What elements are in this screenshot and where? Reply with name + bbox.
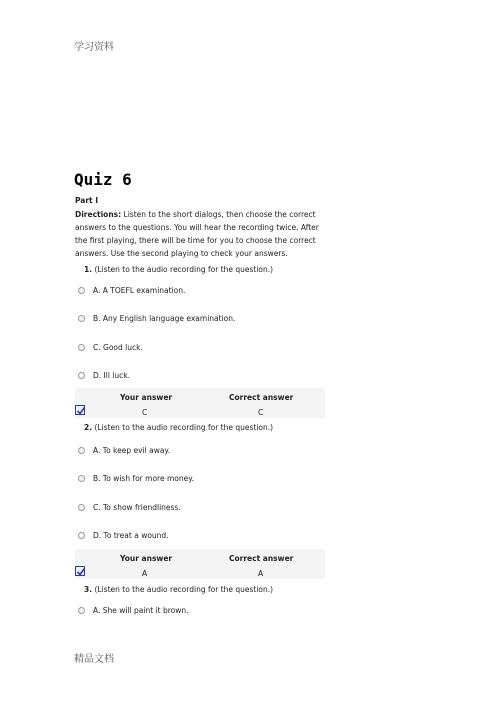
radio-icon[interactable] <box>78 287 85 294</box>
question-1-prompt <box>84 265 273 274</box>
question-text: (Listen to the audio recording for the question.) <box>94 265 274 274</box>
correct-answer-header: Correct answer <box>229 554 294 563</box>
question-3-option-a[interactable] <box>78 606 189 615</box>
option-label: B. Any English language examination. <box>93 314 236 323</box>
option-label: C. Good luck. <box>93 343 143 352</box>
directions-label: Directions: <box>75 210 122 219</box>
option-label: B. To wish for more money. <box>93 474 194 483</box>
radio-icon[interactable] <box>78 447 85 454</box>
question-number: 1. <box>84 265 93 274</box>
radio-icon[interactable] <box>78 504 85 511</box>
directions <box>75 208 325 260</box>
question-text: (Listen to the audio recording for the question.) <box>94 585 274 594</box>
option-label: A. To keep evil away. <box>93 446 171 455</box>
question-number: 2. <box>84 423 93 432</box>
correct-answer-header: Correct answer <box>229 393 294 402</box>
radio-icon[interactable] <box>78 372 85 379</box>
correct-answer-value: A <box>258 569 264 578</box>
page-footer-text: 精品文档 <box>74 654 114 665</box>
option-label: D. To treat a wound. <box>93 531 169 540</box>
question-2-option-a[interactable] <box>78 446 170 455</box>
page-header-text: 学习资料 <box>74 42 114 53</box>
question-1-option-c[interactable] <box>78 343 143 352</box>
option-label: A. A TOEFL examination. <box>93 286 186 295</box>
radio-icon[interactable] <box>78 344 85 351</box>
option-label: D. Ill luck. <box>93 371 130 380</box>
question-2-prompt <box>84 423 273 432</box>
option-label: A. She will paint it brown. <box>93 606 189 615</box>
your-answer-value: A <box>142 569 148 578</box>
checkmark-icon <box>75 566 85 576</box>
your-answer-header: Your answer <box>120 393 173 402</box>
option-label: C. To show friendliness. <box>93 503 181 512</box>
question-number: 3. <box>84 585 93 594</box>
question-2-answer-table <box>75 549 325 579</box>
directions-text: Listen to the short dialogs, then choose the correct answers to the questions. You will hear the recording twice. After the first playing, there will be time for you to choose the correct answers. Use the second playing to check your answers. <box>75 210 319 259</box>
question-1-option-b[interactable] <box>78 314 235 323</box>
question-3-prompt <box>84 585 273 594</box>
your-answer-value: C <box>142 408 148 417</box>
question-1-answer-table <box>75 388 325 418</box>
part-label: Part I <box>75 196 99 205</box>
correct-answer-value: C <box>258 408 264 417</box>
question-2-option-d[interactable] <box>78 531 169 540</box>
radio-icon[interactable] <box>78 475 85 482</box>
question-1-option-a[interactable] <box>78 286 185 295</box>
question-2-option-c[interactable] <box>78 503 181 512</box>
radio-icon[interactable] <box>78 532 85 539</box>
radio-icon[interactable] <box>78 315 85 322</box>
question-2-option-b[interactable] <box>78 474 194 483</box>
your-answer-header: Your answer <box>120 554 173 563</box>
question-1-option-d[interactable] <box>78 371 130 380</box>
checkmark-icon <box>75 405 85 415</box>
radio-icon[interactable] <box>78 607 85 614</box>
quiz-title: Quiz 6 <box>74 170 132 189</box>
question-text: (Listen to the audio recording for the question.) <box>94 423 274 432</box>
